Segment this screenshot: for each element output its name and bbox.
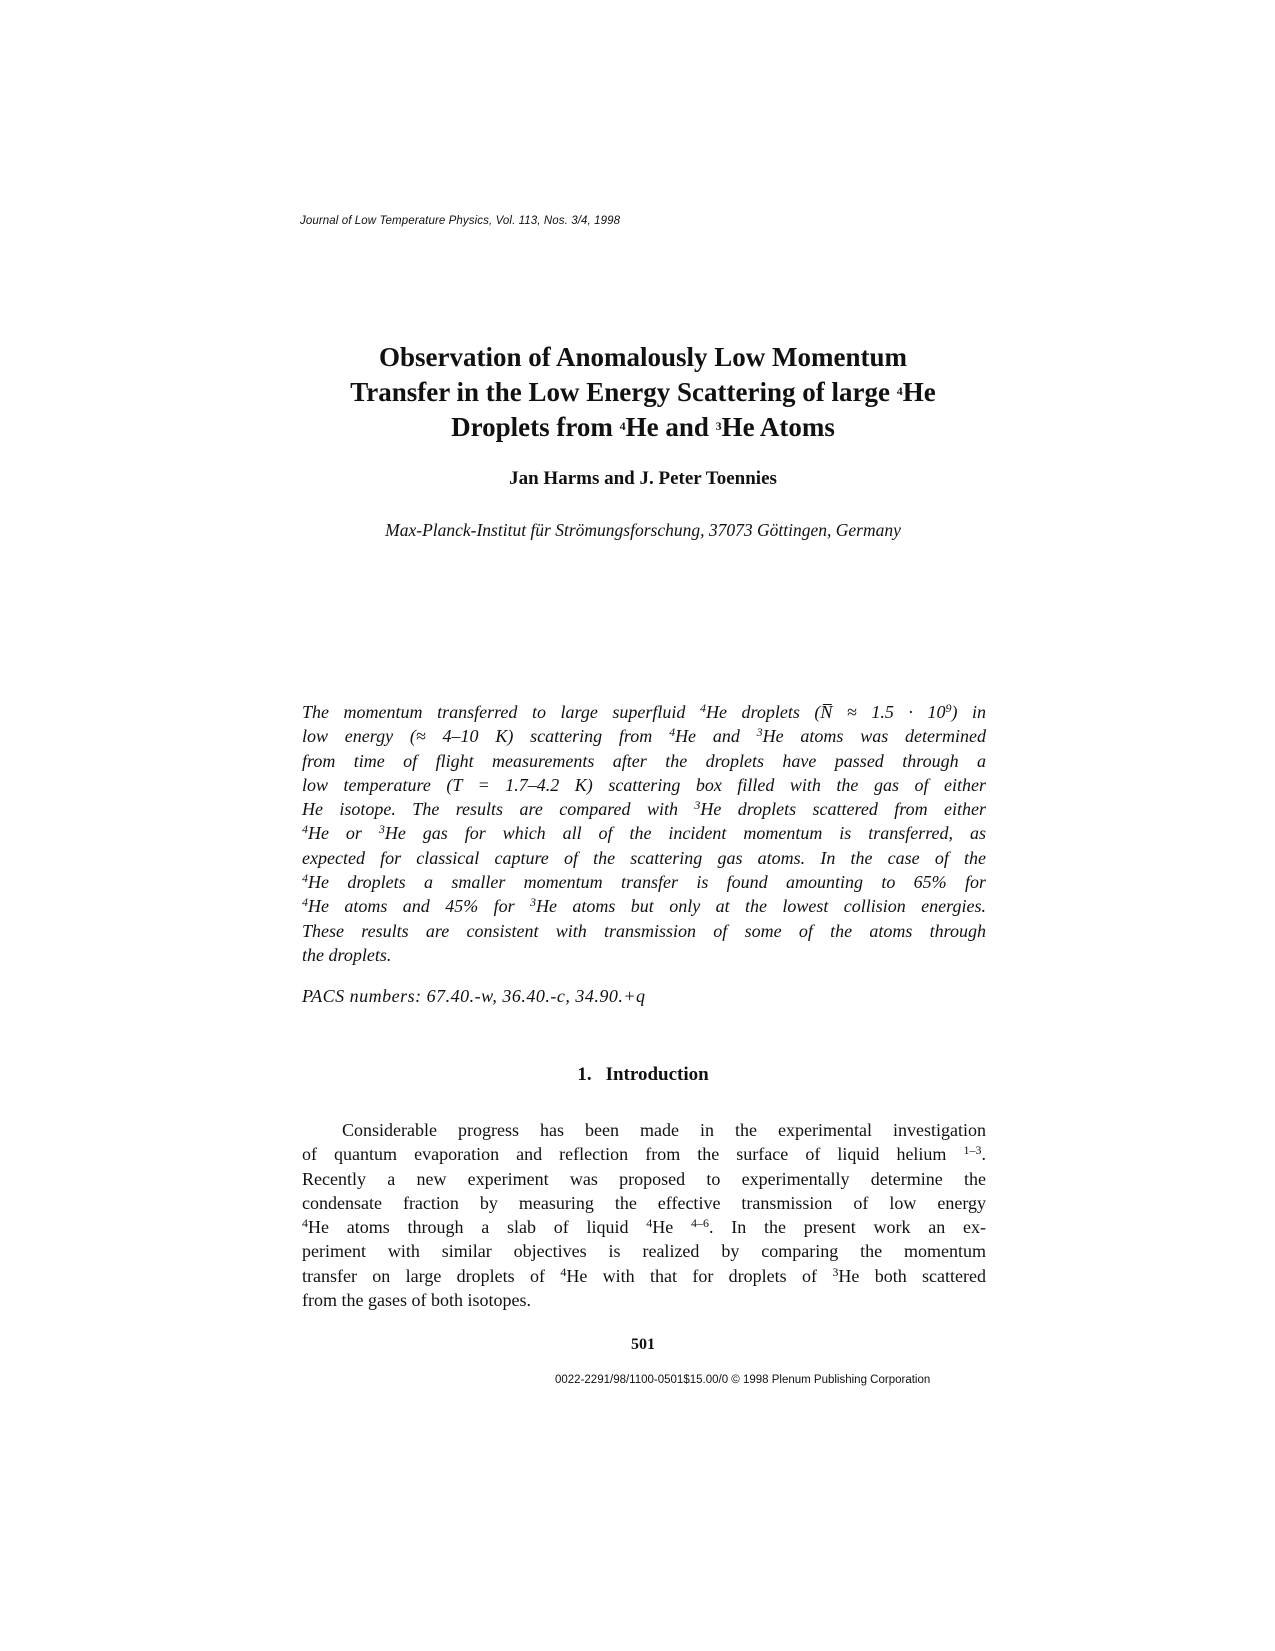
intro-line: periment with similar objectives is realized by comparing the momentum: [302, 1241, 986, 1262]
intro-line: $^4$He atoms through a slab of liquid $^4$He $^{4-6}$. In the present work an ex-: [302, 1216, 986, 1238]
intro-line: from the gases of both isotopes.: [302, 1290, 531, 1311]
abstract-line: from time of flight measurements after the droplets have passed through a: [302, 750, 986, 771]
authors: Jan Harms and J. Peter Toennies: [509, 468, 777, 489]
title-line: Observation of Anomalously Low Momentum: [378, 342, 908, 372]
intro-line: Recently a new experiment was proposed to experimentally determine the: [302, 1168, 986, 1189]
intro-line: condensate fraction by measuring the effective transmission of low energy: [302, 1192, 986, 1213]
intro-paragraph: [302, 1118, 986, 1312]
page-number: 501: [631, 1336, 655, 1353]
abstract-line: $^4$He atoms and 45% for $^3$He atoms but only at the lowest collision energies.: [302, 895, 986, 917]
abstract-line: These results are consistent with transmission of some of the atoms through: [302, 920, 986, 941]
paper-title: [300, 340, 986, 445]
abstract-line: $^4$He droplets a smaller momentum transfer is found amounting to 65% for: [302, 871, 986, 893]
section-number: 1.: [577, 1064, 592, 1085]
abstract-line: $^4$He or $^3$He gas for which all of the incident momentum is transferred, as: [302, 822, 986, 844]
abstract-line: He isotope. The results are compared with $^3$He droplets scattered from either: [302, 798, 986, 820]
intro-line: Considerable progress has been made in the experimental investigation: [342, 1120, 986, 1140]
pacs-numbers: PACS numbers: 67.40.-w, 36.40.-c, 34.90.+q: [302, 986, 646, 1006]
intro-line: transfer on large droplets of $^4$He with that for droplets of $^3$He both scattered: [302, 1264, 986, 1286]
abstract-line: low temperature (T = 1.7–4.2 K) scattering box filled with the gas of either: [302, 774, 986, 795]
journal-header: Journal of Low Temperature Physics, Vol. 113, Nos. 3/4, 1998: [300, 215, 621, 227]
title-line: Transfer in the Low Energy Scattering of large $^4$He: [350, 377, 936, 407]
abstract-line: the droplets.: [302, 944, 392, 965]
section-heading: [300, 1064, 986, 1086]
abstract-line: expected for classical capture of the scattering gas atoms. In the case of the: [302, 847, 986, 868]
affiliation: Max-Planck-Institut für Strömungsforschung, 37073 Göttingen, Germany: [385, 520, 901, 540]
abstract-line: low energy (≈ 4–10 K) scattering from $^4$He and $^3$He atoms was determined: [302, 725, 986, 747]
intro-line: of quantum evaporation and reflection from the surface of liquid helium $^{1-3}$.: [302, 1143, 986, 1165]
abstract: [302, 700, 986, 967]
abstract-line: The momentum transferred to large superfluid $^4$He droplets (N̅ ≈ $1.5 \cdot 10^9$) in: [302, 701, 986, 722]
title-line: Droplets from $^4$He and $^3$He Atoms: [451, 412, 835, 442]
section-title: Introduction: [605, 1064, 709, 1085]
copyright-line: 0022-2291/98/1100-0501$15.00/0 © 1998 Plenum Publishing Corporation: [555, 1374, 931, 1386]
